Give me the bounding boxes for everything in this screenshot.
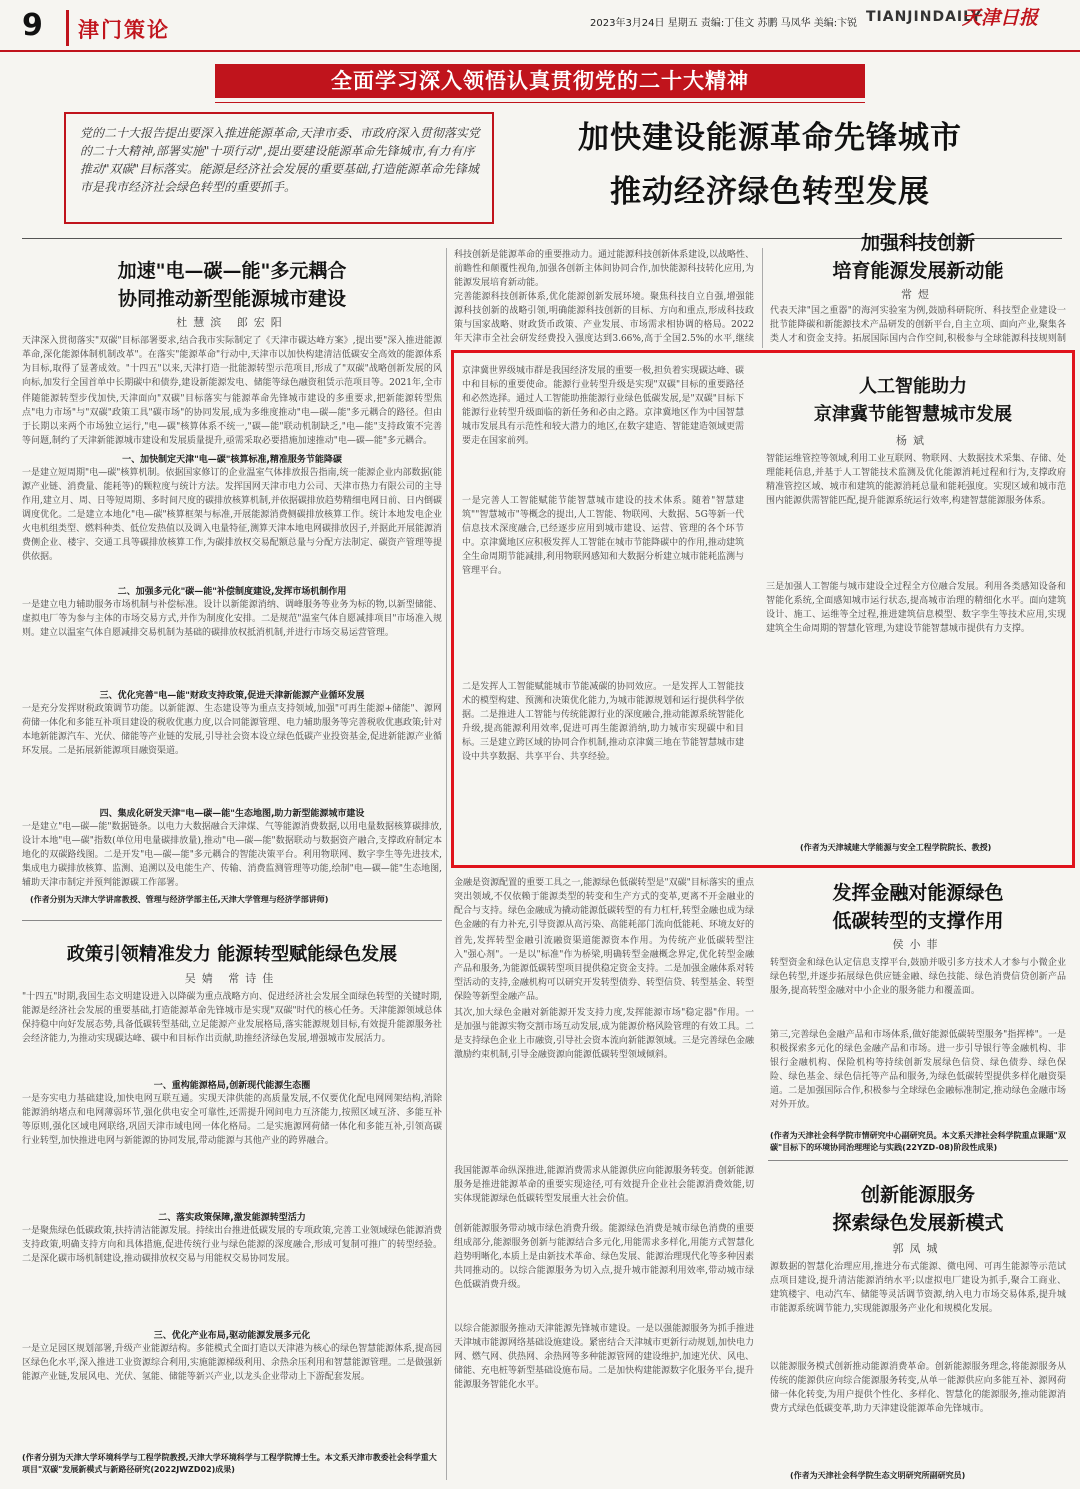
article-title: 加速"电—碳—能"多元耦合 bbox=[117, 260, 347, 282]
article-separator bbox=[22, 920, 442, 921]
header-divider bbox=[66, 10, 69, 46]
column-rule-left bbox=[446, 248, 447, 1480]
author-note: (作者为天津城建大学能源与安全工程学院院长、教授) bbox=[800, 843, 992, 852]
author-note: (作者分别为天津大学环境科学与工程学院教授,天津大学环境科学与工程学院博士生。本文系天津市教委社会科学重大项目"双碳"发展新模式与新路径研究(2022JWZD02)成果) bbox=[22, 1453, 437, 1474]
article-paragraph: 一是建立短周期"电—碳"核算机制。依据国家修订的企业温室气体排放报告指南,统一能源企业内部数据(能源产业链、消费量、能耗等)的颗粒度与统计方法。发挥国网天津市电力公司、天津市热力有限公司的主导作用,建立月、周、日等短周期、多时间尺度的碳排放核算机制,并依据碳排放趋势精细电网日前、日内倒碳调度优化。二是建立本地化"电—碳"核算框架与标准,开展能源消费侧碳排放核算工作。统计本地发电企业火电机组类型、燃料种类、低位发热值以及调入电量特征,测算天津本地电网碳排放因子,并据此开展能源消费侧企业、楼宇、交通工具等碳排放核算工作,为碳排放权交易配额总量与分配方法制定、碳资产管理等提供依据。 bbox=[22, 468, 442, 562]
header-rule bbox=[0, 50, 1080, 52]
page-number: 9 bbox=[22, 8, 43, 43]
article-separator bbox=[768, 1160, 1068, 1161]
article-paragraph: 一是立足园区规划部署,升级产业能源结构。多能模式全面打造以天津港为核心的绿色智慧能源体系,提高园区绿色化水平,深入推进工业资源综合利用,实施能源梯级利用、余热余压利用和智慧能源管理。二是做强新能源产业链,发展风电、光伏、氢能、储能等新兴产业,以龙头企业带动上下游配套发展。 bbox=[22, 1344, 442, 1382]
paper-logo: 天津日报 bbox=[962, 7, 1039, 29]
article-paragraph: 一是建立"电—碳—能"数据链条。以电力大数据融合天津煤、气等能源消费数据,以用电量数据核算碳排放,设计本地"电—碳"指数(单位用电量碳排放量),推动"电—碳—能"数据联动与数据资产融合,支撑政府制定本地化的双碳路线图。二是开发"电—碳—能"多元耦合的智能决策平台。利用物联网、数字孪生等先进技术,集成电力碳排放核算、监测、追溯以及电能生产、传输、消费监测管理等功能,绘制"电—碳—能"生态地图,辅助天津市制定并预判能源碳工作部署。 bbox=[22, 822, 442, 888]
article-paragraph: 一是聚焦绿色低碳政策,扶持清洁能源发展。持续出台推进低碳发展的专项政策,完善工业领域绿色能源消费支持政策,明确支持方向和具体措施,促进传统行业与绿色能源的深度融合,形成可复制可推广的转型经验。二是深化碳市场机制建设,推动碳排放权交易与用能权交易协同发展。 bbox=[22, 1226, 442, 1264]
article-paragraph: 一是完善人工智能赋能节能智慧城市建设的技术体系。随着"智慧建筑""智慧城市"等概念的提出,人工智能、物联网、大数据、5G等新一代信息技术深度融合,已经逐步应用到城市建设、运营、管理的各个环节中。京津冀地区应积极发挥人工智能在城市节能降碳中的作用,推动建筑全生命周期节能减排,利用物联网感知和大数据分析建立城市能耗监测与管理平台。 bbox=[462, 496, 744, 576]
article-paragraph: 创新能源服务带动城市绿色消费升级。能源绿色消费是城市绿色消费的重要组成部分,能源服务创新与能源结合多元化,用能需求多样化,用能方式智慧化趋势明晰化,本质上是由新技术革命、绿色发展、能源治理现代化等多种因素共同推动的。以综合能源服务为切入点,提升城市能源利用效率,带动城市绿色低碳消费升级。 bbox=[454, 1224, 754, 1290]
main-title-line2: 推动经济绿色转型发展 bbox=[610, 174, 930, 210]
article-author: 杨斌 bbox=[896, 434, 930, 447]
article-title: 政策引领精准发力 能源转型赋能绿色发展 bbox=[66, 944, 398, 965]
article-paragraph: "十四五"时期,我国生态文明建设进入以降碳为重点战略方向、促进经济社会发展全面绿色转型的关键时期,能源是经济社会发展的重要基础,打造能源革命先锋城市是实现"双碳"时代的核心任务。天津能源领域总体保持稳中向好发展态势,具备低碳转型基础,立足能源产业发展格局,落实能源规划目标,有效提升能源服务社会经济能力,为推动实现碳达峰、碳中和目标作出贡献,助推经济绿色发展,增强城市发展活力。 bbox=[22, 992, 442, 1044]
article-paragraph: 金融是资源配置的重要工具之一,能源绿色低碳转型是"双碳"目标落实的重点突出领域,不仅依赖于能源类型的转变和生产方式的变革,更离不开金融业的配合与支持。绿色金融成为撬动能源低碳转型的有力杠杆,转型金融也成为绿色金融的有力补充,引导资源从高污染、高能耗部门流向低能耗、环境友好的 bbox=[454, 878, 754, 930]
article-author: 杜慧滨 郎宏阳 bbox=[176, 316, 288, 329]
author-note: (作者为天津社会科学院生态文明研究所副研究员) bbox=[790, 1471, 966, 1480]
article-subhead: 二、加强多元化"碳—能"补偿制度建设,发挥市场机制作用 bbox=[117, 587, 347, 597]
article-paragraph: 以综合能源服务推动天津能源先锋城市建设。一是以强能源服务为抓手推进天津城市能源网络基础设施建设。紧密结合天津城市更新行动规划,加快电力网、燃气网、供热网、余热网等多种能源管网的建设维护,加速光伏、风电、储能、充电桩等新型基础设施布局。二是加快构建能源数字化服务平台,提升能源服务智能化水平。 bbox=[454, 1324, 754, 1390]
article-title: 低碳转型的支撑作用 bbox=[832, 910, 1004, 932]
article-title: 加强科技创新 bbox=[860, 232, 975, 254]
article-title: 培育能源发展新动能 bbox=[832, 260, 1004, 282]
article-author: 郭凤城 bbox=[892, 1242, 944, 1255]
article-paragraph: 代表天津"国之重器"的海河实验室为例,鼓励科研院所、科技型企业建设一批节能降碳和新能源技术产品研发的创新平台,自主立项、面向产业,聚集各类人才和资金支持。拓展国际国内合作空间,积极参与全球能源科技规则制 bbox=[770, 306, 1066, 344]
article-paragraph: 一是夯实电力基础建设,加快电网互联互通。实现天津供能的高质量发展,不仅要优化配电网网架结构,消除能源消纳堵点和电网薄弱环节,强化供电安全可靠性,还需提升网间电力互济能力,按照区域互济、多能互补等原则,强化区域电网联络,巩固天津市域电网一体化格局。二是实施源网荷储一体化和多能互补,引领高碳行业转型,加快推进电网与新能源的协同发展,带动能源与其他产业的跨界融合。 bbox=[22, 1094, 442, 1146]
article-paragraph: 二是发挥人工智能赋能城市节能减碳的协同效应。一是发挥人工智能技术的模型构建、预测和决策优化能力,为城市能源规划和运行提供科学依据。二是推进人工智能与传统能源行业的深度融合,推动能源系统智能化升级,提高能源利用效率,促进可再生能源消纳,助力城市实现碳中和目标。三是建立跨区域的协同合作机制,推动京津冀三地在节能智慧城市建设中共享数据、共享平台、共享经验。 bbox=[462, 682, 744, 762]
article-paragraph: 首先,发挥转型金融引流融资渠道能源资本作用。为传统产业低碳转型注入"强心剂"。一是以"标准"作为桥梁,明确转型金融概念界定,优化转型金融产品和服务,为能源低碳转型项目提供稳定资金支持。二是加强金融体系对转型活动的支持,金融机构可以研究开发转型债券、转型信贷、转型基金、转型保险等新型金融产品。 bbox=[454, 936, 754, 1002]
article-subhead: 二、落实政策保障,激发能源转型活力 bbox=[158, 1213, 306, 1223]
article-paragraph: 我国能源革命纵深推进,能源消费需求从能源供应向能源服务转变。创新能源服务是推进能源革命的重要实现途径,可有效提升企业社会能源消费效能,切实体现能源绿色低碳转型发展重大社会价值。 bbox=[454, 1166, 754, 1204]
author-note: (作者为天津社会科学院市情研究中心副研究员。本文系天津社会科学院重点课题"双碳"目标下的环境协同治理理论与实践(22YZD-08)阶段性成果) bbox=[770, 1131, 1066, 1152]
article-subhead: 三、优化完善"电—能"财政支持政策,促进天津新能源产业循环发展 bbox=[99, 691, 365, 701]
article-paragraph: 转型资金和绿色认定信息支撑平台,鼓励并吸引多方技术人才参与小微企业绿色转型,并逐步拓展绿色供应链金融、绿色技能、绿色消费信贷创新产品服务,提高转型金融对中小企业的服务能力和覆盖面。 bbox=[770, 958, 1066, 996]
article-paragraph: 智能运维管控等领域,利用工业互联网、物联网、大数据技术采集、存储、处理能耗信息,并基于人工智能技术监测及优化能源消耗过程和行为,支撑政府精准管控区域、城市和建筑的能源消耗总量和能耗强度。实现区域和城市范围内能源供需智能匹配,提升能源系统运行效率,构建智慧能源服务体系。 bbox=[766, 454, 1066, 506]
article-paragraph: 天津深入贯彻落实"双碳"目标部署要求,结合我市实际制定了《天津市碳达峰方案》,提出要"深入推进能源革命,深化能源体制机制改革"。在落实"能源革命"行动中,天津市以加快构建清洁低碳安全高效的能源体系为目标,取得了显著成效。"十四五"以来,天津打造一批能源转型示范项目,形成了"双碳"战略创新发展的风向标,加发行全国首单中长期碳中和债券,建设新能源发电、储能等绿色融资租赁示范项目等。2021年,全市 bbox=[22, 336, 442, 388]
article-author: 侯小菲 bbox=[892, 938, 944, 951]
article-paragraph: 一是建立电力辅助服务市场机制与补偿标准。设计以新能源消纳、调峰服务等业务为标的物,以新型储能、虚拟电厂等为参与主体的市场交易方式,并作为制度化安排。二是规范"温室气体自愿减排项目"市场准入规则。建立以温室气体自愿减排交易机制为基础的碳排放权抵消机制,并进行市场交易运营管理。 bbox=[22, 600, 442, 638]
article-title: 发挥金融对能源绿色 bbox=[832, 882, 1004, 904]
article-paragraph: 科技创新是能源革命的重要推动力。通过能源科技创新体系建设,以战略性、前瞻性和颠覆性视角,加强各创新主体间协同合作,加快能源科技转化应用,为能源发展培育新动能。 bbox=[454, 250, 754, 288]
article-paragraph: 三是加强人工智能与城市建设全过程全方位融合发展。利用各类感知设备和智能化系统,全面感知城市运行状态,提高城市治理的精细化水平。面向建筑设计、施工、运维等全过程,推进建筑信息模型、数字孪生等技术应用,实现建筑全生命周期的智慧化管理,为建设节能智慧城市提供有力支撑。 bbox=[766, 582, 1066, 634]
article-subhead: 一、加快制定天津"电—碳"核算标准,精准服务节能降碳 bbox=[122, 455, 342, 465]
article-title: 创新能源服务 bbox=[860, 1184, 975, 1206]
article-subhead: 三、优化产业布局,驱动能源发展多元化 bbox=[153, 1331, 311, 1341]
article-paragraph: 以能源服务模式创新推动能源消费革命。创新能源服务理念,将能源服务从传统的能源供应向综合能源服务转变,从单一能源供应向多能互补、源网荷储一体化转变,为用户提供个性化、多样化、智慧化的能源服务,推动能源消费方式绿色低碳变革,助力天津建设能源革命先锋城市。 bbox=[770, 1362, 1066, 1414]
article-subhead: 一、重构能源格局,创新现代能源生态圈 bbox=[153, 1081, 311, 1091]
column-rule-right bbox=[762, 248, 763, 348]
article-paragraph: 源数据的智慧化治理应用,推进分布式能源、微电网、可再生能源等示范试点项目建设,提升清洁能源消纳水平;以虚拟电厂建设为抓手,聚合工商业、建筑楼宇、电动汽车、储能等灵活调节资源,纳入电力市场交易体系,提升城市能源系统调节能力,实现能源服务产业化和规模化发展。 bbox=[770, 1262, 1066, 1314]
article-paragraph: 第三,完善绿色金融产品和市场体系,做好能源低碳转型服务"指挥棒"。一是积极探索多元化的绿色金融产品和市场。进一步引导银行等金融机构、非银行金融机构、保险机构等持续创新发展绿色信贷、绿色债券、绿色保险、绿色基金、绿色信托等产品和服务,为绿色低碳转型提供多样化融资渠道。二是加强国际合作,积极参与全球绿色金融标准制定,推动绿色金融市场对外开放。 bbox=[770, 1030, 1066, 1110]
article-author: 吴婧 常诗佳 bbox=[184, 972, 280, 985]
article-paragraph: 京津冀世界级城市群是我国经济发展的重要一极,担负着实现碳达峰、碳中和目标的重要使命。能源行业转型升级是实现"双碳"目标的重要路径和必然选择。通过人工智能助推能源行业绿色低碳发展,是"双碳"目标下能源行业转型升级面临的新任务和必由之路。京津冀地区作为中国智慧城市发展具有示范性和较大潜力的地区,在数字建造、智能建造领域更需要走在国家前列。 bbox=[462, 366, 744, 446]
article-paragraph: 伴随能源转型步伐加快,天津面向"双碳"目标落实与能源革命先锋城市建设的多重要求,把新能源转型焦点"电力市场"与"双碳"政策工具"碳市场"的协同发展,成为多维度推动"电—碳—能"多元耦合的路径。但由于长期以来两个市场独立运行,"电—碳"核算体系不统一,"碳—能"联动机制缺乏,"电—能"支持政策不完善等问题,制约了天津新能源城市建设和发展质量提升,亟需采取必要措施加速推动"电—碳—能"多元耦合。 bbox=[22, 394, 442, 446]
banner-underline bbox=[215, 102, 865, 103]
article-title: 协同推动新型能源城市建设 bbox=[117, 288, 346, 310]
main-title-line1: 加快建设能源革命先锋城市 bbox=[578, 120, 962, 156]
section-title: 津门策论 bbox=[78, 18, 170, 42]
article-title: 人工智能助力 bbox=[859, 376, 967, 397]
article-title: 京津冀节能智慧城市发展 bbox=[814, 404, 1012, 425]
author-note: (作者分别为天津大学讲席教授、管理与经济学部主任,天津大学管理与经济学部讲师) bbox=[30, 895, 329, 904]
intro-text: 党的二十大报告提出要深入推进能源革命,天津市委、市政府深入贯彻落实党的二十大精神,部署实施"十项行动",提出要建设能源革命先锋城市,有力有序推动"双碳"目标落实。能源是经济社会发展的重要基础,打造能源革命先锋城市是我市经济社会绿色转型的重要抓手。 bbox=[80, 126, 480, 194]
issue-meta: 2023年3月24日 星期五 责编:丁佳文 苏鹏 马凤华 美编:卞锐 bbox=[590, 18, 858, 29]
article-paragraph: 完善能源科技创新体系,优化能源创新发展环境。聚焦科技自立自强,增强能源科技创新的战略引领,明确能源科技创新的目标、方向和重点,形成科技政策与国家战略、财政货币政策、产业发展、市场需求相协调的格局。2022年天津市全社会研发经费投入强度达到3.66%,高于全国2.5%的水平,继续 bbox=[454, 292, 754, 344]
article-subhead: 四、集成化研发天津"电—碳—能"生态地图,助力新型能源城市建设 bbox=[99, 809, 365, 819]
article-title: 探索绿色发展新模式 bbox=[832, 1212, 1004, 1234]
theme-banner: 全面学习深入领悟认真贯彻党的二十大精神 bbox=[215, 64, 865, 98]
article-paragraph: 一是充分发挥财税政策调节功能。以新能源、生态建设等为重点支持领域,加强"可再生能源+储能"、源网荷储一体化和多能互补项目建设的税收优惠力度,以合同能源管理、电力辅助服务等完善税收优惠政策;针对本地新能源汽车、光伏、储能等产业链的发展,引导社会资本设立绿色低碳产业投资基金,促进新能源产业循环发展。二是拓展新能源项目融资渠道。 bbox=[22, 704, 442, 756]
article-paragraph: 其次,加大绿色金融对新能源开发支持力度,发挥能源市场"稳定器"作用。一是加强与能源实物交割市场互动发展,成为能源价格风险管理的有效工具。二是支持绿色企业上市融资,引导社会资本流向新能源领域。三是完善绿色金融激励约束机制,引导金融资源向能源低碳转型领域倾斜。 bbox=[454, 1008, 754, 1060]
paper-name: TIANJINDAILY bbox=[866, 9, 982, 25]
article-author: 常煜 bbox=[901, 288, 935, 301]
